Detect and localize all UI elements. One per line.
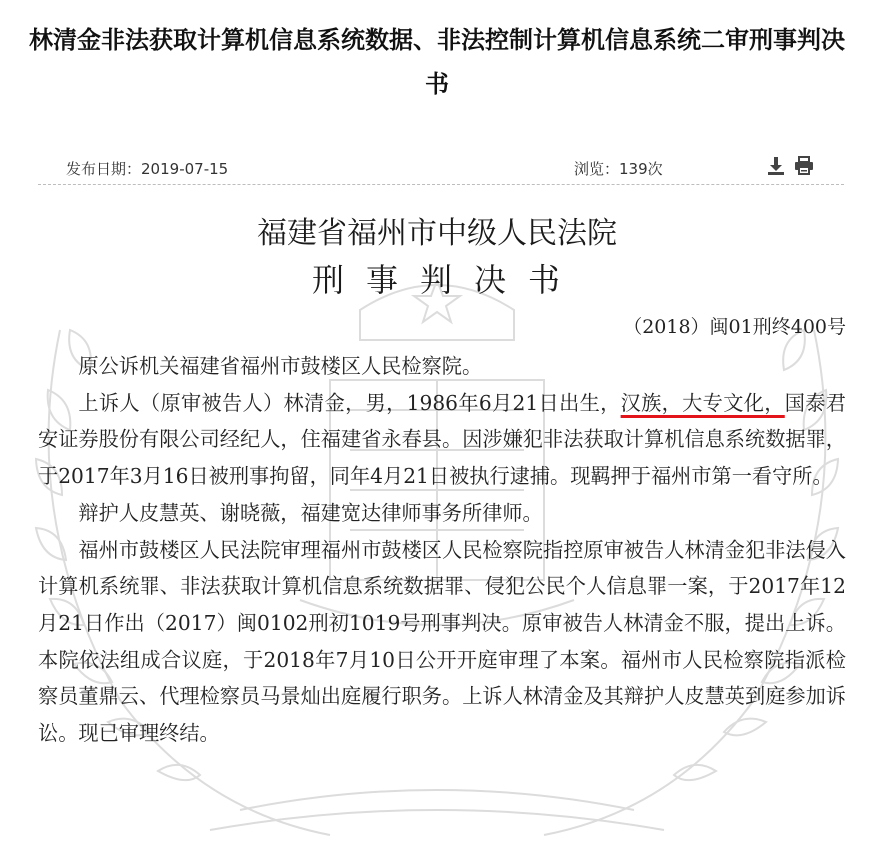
document-type: 刑事判决书	[311, 261, 582, 299]
appellant-intro: 上诉人（原审被告人）林清金，男，1986年6月21日出生，	[78, 390, 621, 415]
meta-bar	[38, 150, 844, 185]
view-count	[574, 158, 663, 179]
publish-date-label: 发布日期：	[66, 160, 142, 178]
case-number: （2018）闽01刑终400号	[623, 316, 846, 338]
view-count-value: 139次	[619, 160, 663, 178]
judgment-body	[38, 348, 846, 752]
print-icon[interactable]	[794, 156, 814, 176]
court-name: 福建省福州市中级人民法院	[257, 216, 617, 251]
download-icon[interactable]	[766, 156, 786, 176]
paragraph-defenders: 辩护人皮慧英、谢晓薇，福建宽达律师事务所律师。	[78, 500, 543, 525]
paragraph-prosecutor: 原公诉机关福建省福州市鼓楼区人民检察院。	[78, 354, 483, 378]
paragraph-procedure: 福州市鼓楼区人民法院审理福州市鼓楼区人民检察院指控原审被告人林清金犯非法侵入计算机系统罪、非法获取计算机信息系统数据罪、侵犯公民个人信息罪一案，于2017年12月21日作出（2017）闽0102刑初1019号刑事判决。原审被告人林清金不服，提出上诉。本院依法组成合议庭，于2018年7月10日公开开庭审理了本案。福州市人民检察院指派检察员董鼎云、代理检察员马景灿出庭履行职务。上诉人林清金及其辩护人皮慧英到庭参加诉讼。现已审理终结。	[38, 537, 846, 746]
publish-date	[66, 158, 228, 179]
publish-date-value: 2019-07-15	[141, 160, 229, 178]
article-title: 林清金非法获取计算机信息系统数据、非法控制计算机信息系统二审刑事判决书	[29, 26, 845, 98]
ethnicity-education-highlight: 汉族，大专文化，	[620, 390, 785, 415]
appellant-details: 国泰君安证券股份有限公司经纪人，住福建省永春县。因涉嫌犯非法获取计算机信息系统数据罪，于2017年3月16日被刑事拘留，同年4月21日被执行逮捕。现羁押于福州市第一看守所。	[38, 390, 846, 489]
view-count-label: 浏览：	[574, 160, 620, 178]
meta-actions	[766, 156, 814, 176]
paragraph-appellant	[38, 385, 846, 495]
